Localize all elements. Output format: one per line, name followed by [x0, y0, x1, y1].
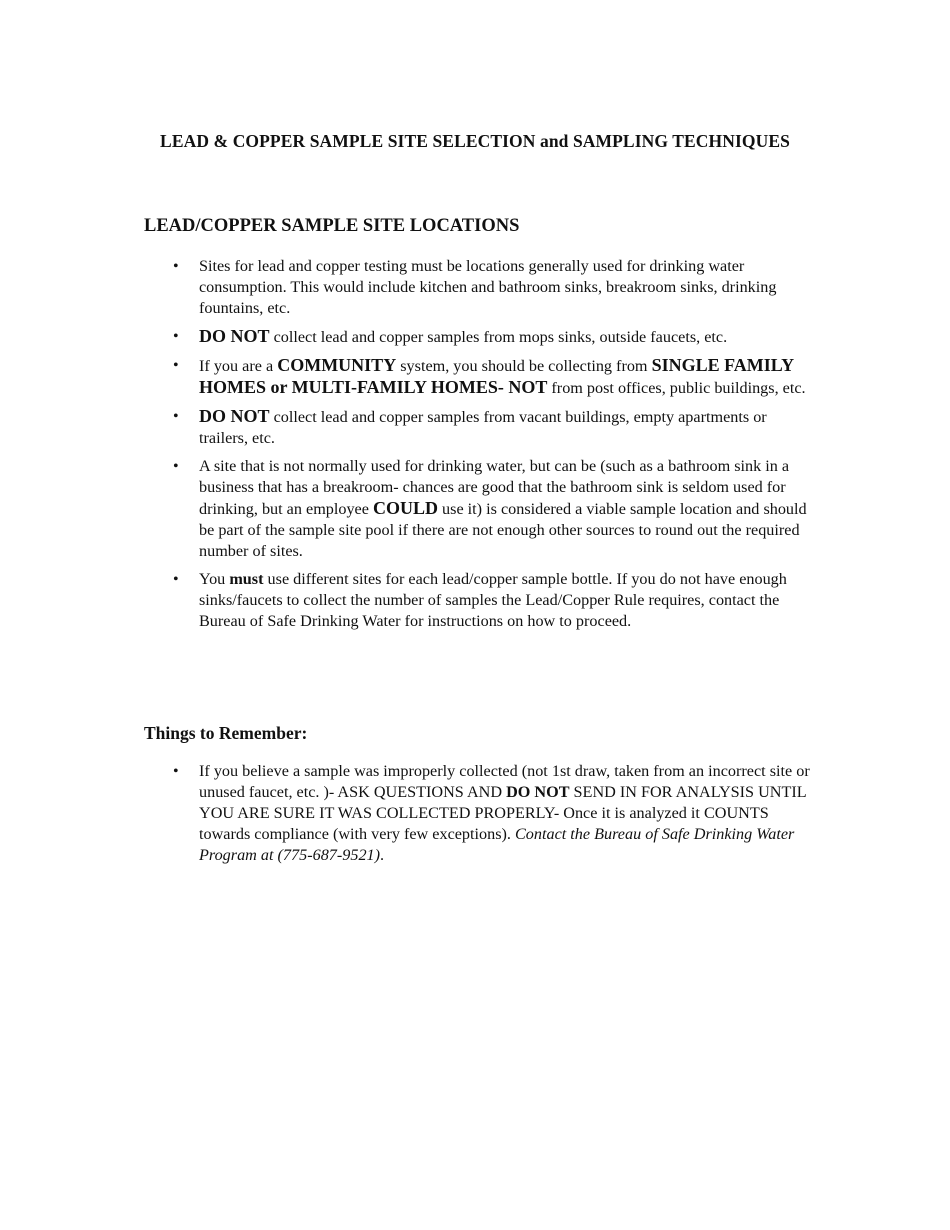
list-item: [173, 761, 814, 866]
bullet-icon: •: [173, 258, 179, 275]
locations-list: [173, 256, 814, 639]
list-item: [173, 406, 814, 449]
list-item: [173, 326, 814, 348]
item-emphasis: COMMUNITY: [277, 355, 397, 375]
item-text: use different sites for each lead/copper sample bottle. If you do not have enough sinks/faucets to collect the number of samples the Lead/Copper Rule requires, contact the Bureau of Safe Drinking Water for instructions on how to proceed.: [199, 570, 787, 630]
item-text: If you are a: [199, 357, 278, 375]
item-text: .: [380, 846, 385, 864]
item-emphasis: SINGLE FAMILY HOMES or MULTI-FAMILY HOMES- NOT: [199, 355, 794, 397]
item-emphasis: COULD: [372, 498, 438, 518]
bullet-icon: •: [173, 571, 179, 588]
contact-text: Contact the Bureau of Safe Drinking Water Program at (775-687-9521): [199, 825, 795, 864]
item-emphasis: must: [229, 570, 264, 588]
bullet-icon: •: [173, 458, 179, 475]
remember-list: [173, 761, 814, 873]
section-heading-locations: LEAD/COPPER SAMPLE SITE LOCATIONS: [144, 216, 520, 236]
item-text: Sites for lead and copper testing must be locations generally used for drinking water consumption. This would include kitchen and bathroom sinks, breakroom sinks, drinking fountains, etc.: [199, 257, 777, 317]
list-item: [173, 569, 814, 632]
bullet-icon: •: [173, 763, 179, 780]
item-text: If you believe a sample was improperly collected (not 1st draw, taken from an incorrect site or unused faucet, etc. )- ASK QUESTIONS AND: [199, 762, 810, 801]
list-item: [173, 456, 814, 562]
section-heading-remember: Things to Remember:: [144, 723, 308, 743]
item-text: use it) is considered a viable sample location and should be part of the sample site pool if there are not enough other sources to round out the required number of sites.: [199, 500, 807, 560]
item-text: A site that is not normally used for drinking water, but can be (such as a bathroom sink in a business that has a breakroom- chances are good that the bathroom sink is seldom used for drinking, but an employee: [199, 457, 790, 518]
list-item: [173, 355, 814, 399]
item-text: collect lead and copper samples from vacant buildings, empty apartments or trailers, etc.: [199, 408, 767, 447]
item-text: SEND IN FOR ANALYSIS UNTIL YOU ARE SURE IT WAS COLLECTED PROPERLY- Once it is analyzed it COUNTS towards compliance (with very few exceptions).: [199, 783, 807, 843]
item-text: system, you should be collecting from: [396, 357, 652, 375]
item-emphasis: DO NOT: [199, 406, 270, 426]
bullet-icon: •: [173, 408, 179, 425]
item-emphasis: DO NOT: [506, 783, 570, 801]
bullet-icon: •: [173, 328, 179, 345]
bullet-icon: •: [173, 357, 179, 374]
item-text: You: [199, 570, 230, 588]
document-title: LEAD & COPPER SAMPLE SITE SELECTION and SAMPLING TECHNIQUES: [160, 131, 790, 151]
item-text: collect lead and copper samples from mops sinks, outside faucets, etc.: [269, 328, 728, 346]
item-emphasis: DO NOT: [199, 326, 270, 346]
item-text: from post offices, public buildings, etc.: [547, 379, 806, 397]
list-item: [173, 256, 814, 319]
